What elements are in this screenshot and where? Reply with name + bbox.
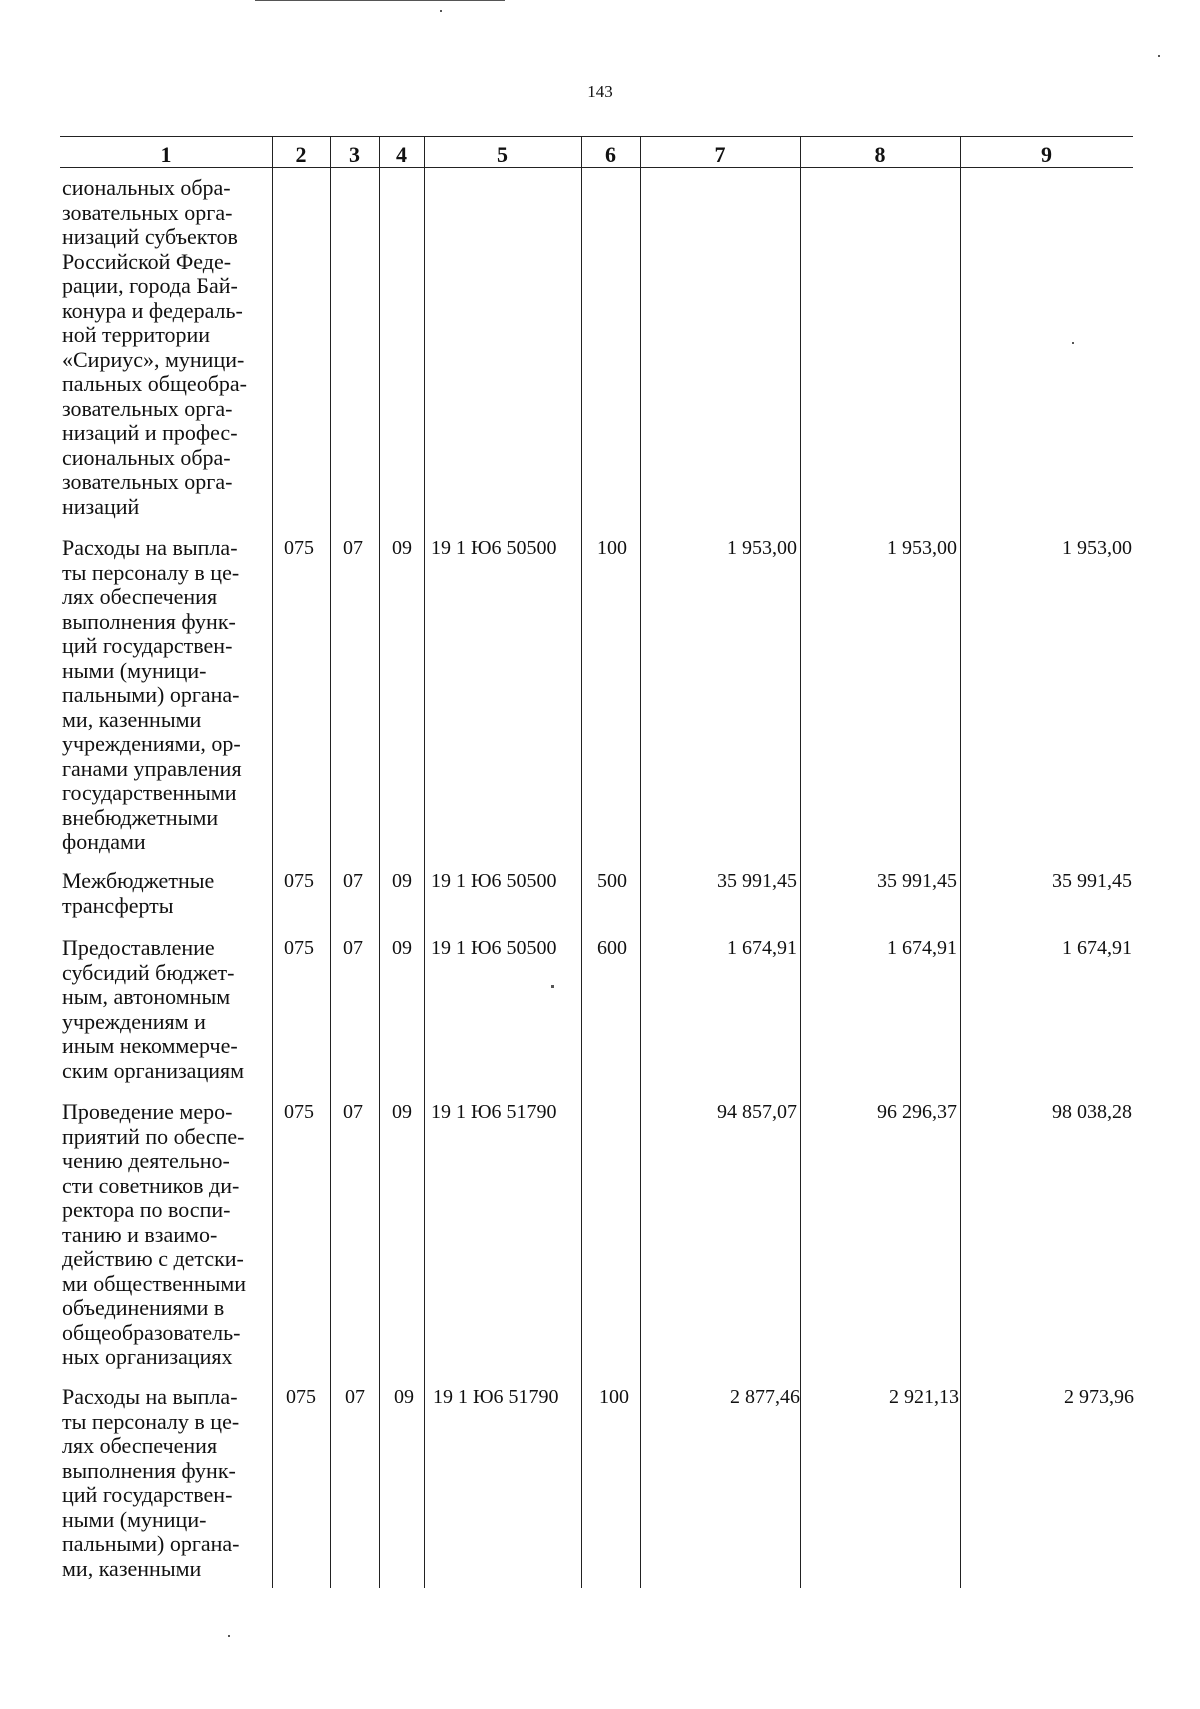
cell-year-2: 1 674,91 bbox=[887, 937, 957, 959]
description-line: низаций субъектов bbox=[62, 224, 238, 249]
description-line: лях обеспечения bbox=[62, 1433, 218, 1458]
cell-year-3: 1 674,91 bbox=[1062, 937, 1132, 959]
description-line: ми общественными bbox=[62, 1270, 247, 1296]
scan-artifact bbox=[255, 0, 505, 1]
column-divider bbox=[640, 136, 641, 1588]
description-line: чению деятельно- bbox=[62, 1148, 230, 1173]
description-line: выполнения функ- bbox=[62, 608, 236, 634]
cell-subsection: 09 bbox=[392, 937, 412, 959]
header-col-8: 8 bbox=[874, 142, 886, 167]
scan-artifact bbox=[1158, 55, 1160, 57]
description-line: общеобразователь- bbox=[62, 1319, 241, 1345]
description-line: ным, автономным bbox=[62, 984, 231, 1009]
header-col-6: 6 bbox=[605, 142, 616, 167]
description-line: зовательных орга- bbox=[62, 199, 233, 225]
description-line: объединениями в bbox=[62, 1295, 225, 1320]
row-description bbox=[62, 536, 268, 855]
column-divider bbox=[424, 136, 425, 1588]
row-description bbox=[62, 176, 268, 519]
column-divider bbox=[581, 136, 582, 1588]
cell-year-1: 94 857,07 bbox=[717, 1101, 797, 1123]
header-col-1: 1 bbox=[160, 142, 172, 167]
description-line: «Сириус», муници- bbox=[62, 346, 245, 372]
cell-section: 07 bbox=[343, 537, 363, 559]
cell-subsection: 09 bbox=[392, 537, 412, 559]
description-line: Расходы на выпла- bbox=[62, 1384, 238, 1409]
cell-year-3: 98 038,28 bbox=[1052, 1101, 1132, 1123]
scan-artifact bbox=[1072, 342, 1074, 344]
scan-artifact bbox=[440, 10, 442, 12]
cell-year-1: 1 674,91 bbox=[727, 937, 797, 959]
cell-expense-type: 500 bbox=[597, 870, 627, 892]
description-line: конура и федераль- bbox=[62, 297, 243, 323]
description-line: ными (муници- bbox=[62, 1506, 207, 1532]
column-divider bbox=[330, 136, 331, 1588]
description-line: ций государствен- bbox=[62, 1482, 233, 1507]
column-divider bbox=[800, 136, 801, 1588]
cell-expense-type: 100 bbox=[597, 537, 627, 559]
description-line: государственными bbox=[62, 780, 237, 805]
description-line: ми, казенными bbox=[62, 706, 202, 732]
cell-target: 19 1 Ю6 50500 bbox=[431, 937, 557, 959]
cell-year-2: 35 991,45 bbox=[877, 870, 957, 892]
header-col-3: 3 bbox=[349, 142, 360, 167]
description-line: Проведение меро- bbox=[62, 1099, 233, 1124]
description-line: Межбюджетные bbox=[62, 868, 215, 893]
description-line: действию с детски- bbox=[62, 1246, 244, 1271]
cell-year-2: 2 921,13 bbox=[889, 1386, 959, 1408]
description-line: ты персоналу в це- bbox=[62, 559, 240, 585]
description-line: фондами bbox=[62, 829, 146, 854]
column-divider bbox=[272, 136, 273, 1588]
description-line: ректора по воспи- bbox=[62, 1197, 231, 1222]
cell-year-3: 2 973,96 bbox=[1064, 1386, 1134, 1408]
scan-artifact bbox=[228, 1635, 230, 1637]
cell-ministry: 075 bbox=[284, 937, 314, 959]
description-line: пальных общеобра- bbox=[62, 371, 247, 396]
cell-ministry: 075 bbox=[284, 870, 314, 892]
description-line: учреждениями, ор- bbox=[62, 731, 241, 756]
row-description bbox=[62, 1100, 268, 1370]
header-col-5: 5 bbox=[497, 142, 508, 167]
cell-ministry: 075 bbox=[284, 537, 314, 559]
cell-subsection: 09 bbox=[394, 1386, 414, 1408]
cell-subsection: 09 bbox=[392, 870, 412, 892]
column-divider bbox=[379, 136, 380, 1588]
table-top-rule bbox=[60, 136, 1133, 137]
description-line: Расходы на выпла- bbox=[62, 535, 238, 560]
description-line: трансферты bbox=[62, 892, 174, 918]
header-col-7: 7 bbox=[714, 142, 726, 167]
row-description bbox=[62, 936, 268, 1083]
description-line: ми, казенными bbox=[62, 1555, 202, 1581]
cell-year-3: 35 991,45 bbox=[1052, 870, 1132, 892]
description-line: Российской Феде- bbox=[62, 248, 232, 274]
description-line: внебюджетными bbox=[62, 804, 219, 830]
cell-year-1: 1 953,00 bbox=[727, 537, 797, 559]
cell-subsection: 09 bbox=[392, 1101, 412, 1123]
description-line: пальными) органа- bbox=[62, 682, 240, 707]
cell-ministry: 075 bbox=[284, 1101, 314, 1123]
description-line: ными (муници- bbox=[62, 657, 207, 683]
description-line: рации, города Бай- bbox=[62, 273, 238, 298]
description-line: Предоставление bbox=[62, 935, 215, 960]
cell-target: 19 1 Ю6 51790 bbox=[433, 1386, 559, 1408]
cell-expense-type: 100 bbox=[599, 1386, 629, 1408]
cell-section: 07 bbox=[343, 870, 363, 892]
scan-artifact bbox=[551, 985, 554, 988]
cell-year-1: 35 991,45 bbox=[717, 870, 797, 892]
description-line: низаций и профес- bbox=[62, 420, 238, 445]
description-line: танию и взаимо- bbox=[62, 1221, 218, 1247]
description-line: ций государствен- bbox=[62, 633, 233, 658]
description-line: зовательных орга- bbox=[62, 395, 233, 421]
description-line: ским организациям bbox=[62, 1057, 245, 1083]
description-line: выполнения функ- bbox=[62, 1457, 236, 1483]
cell-year-1: 2 877,46 bbox=[730, 1386, 800, 1408]
cell-target: 19 1 Ю6 51790 bbox=[431, 1101, 557, 1123]
row-description bbox=[62, 1385, 268, 1581]
header-col-9: 9 bbox=[1041, 142, 1052, 167]
cell-target: 19 1 Ю6 50500 bbox=[431, 870, 557, 892]
cell-year-2: 1 953,00 bbox=[887, 537, 957, 559]
description-line: лях обеспечения bbox=[62, 584, 218, 609]
description-line: пальными) органа- bbox=[62, 1531, 240, 1556]
description-line: ной территории bbox=[62, 322, 211, 347]
description-line: сти советников ди- bbox=[62, 1172, 240, 1198]
cell-expense-type: 600 bbox=[597, 937, 627, 959]
description-line: низаций bbox=[62, 493, 140, 519]
description-line: приятий по обеспе- bbox=[62, 1123, 245, 1149]
row-description bbox=[62, 869, 268, 918]
description-line: ных организациях bbox=[62, 1344, 233, 1369]
cell-year-3: 1 953,00 bbox=[1062, 537, 1132, 559]
description-line: ганами управления bbox=[62, 755, 242, 781]
cell-section: 07 bbox=[343, 937, 363, 959]
description-line: субсидий бюджет- bbox=[62, 959, 235, 985]
description-line: ты персоналу в це- bbox=[62, 1408, 240, 1434]
description-line: иным некоммерче- bbox=[62, 1033, 238, 1058]
header-col-4: 4 bbox=[396, 142, 407, 167]
description-line: учреждениям и bbox=[62, 1008, 206, 1034]
cell-section: 07 bbox=[343, 1101, 363, 1123]
description-line: сиональных обра- bbox=[62, 444, 231, 470]
cell-year-2: 96 296,37 bbox=[877, 1101, 957, 1123]
description-line: зовательных орга- bbox=[62, 469, 233, 494]
page-number: 143 bbox=[587, 82, 613, 101]
header-col-2: 2 bbox=[295, 142, 307, 167]
column-divider bbox=[960, 136, 961, 1588]
description-line: сиональных обра- bbox=[62, 175, 231, 200]
cell-ministry: 075 bbox=[286, 1386, 316, 1408]
cell-target: 19 1 Ю6 50500 bbox=[431, 537, 557, 559]
cell-section: 07 bbox=[345, 1386, 365, 1408]
